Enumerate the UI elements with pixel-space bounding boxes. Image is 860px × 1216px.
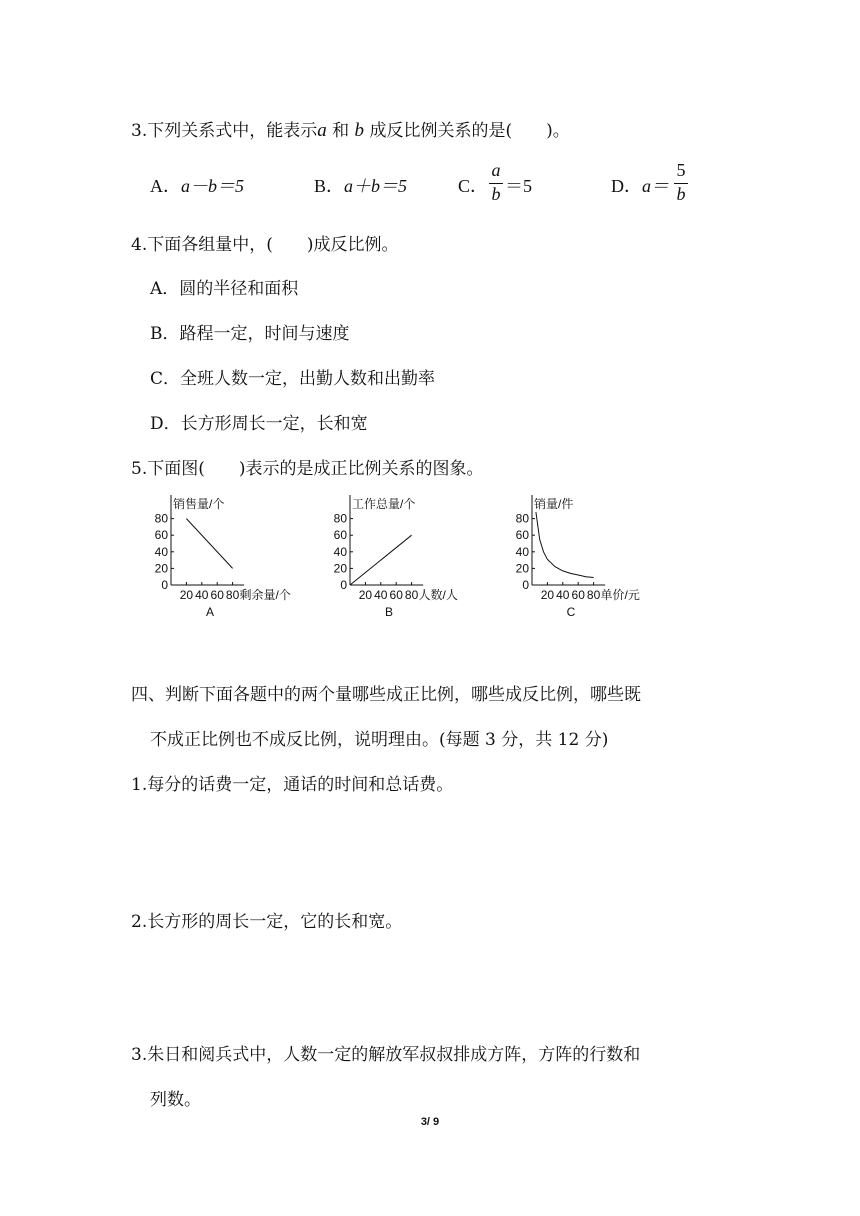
- q5-stem: 5.下面图( )表示的是成正比例关系的图象。: [131, 459, 484, 479]
- q3-option-d-lhs: a＝: [642, 176, 669, 196]
- q3-option-d-numerator: 5: [676, 160, 686, 180]
- q5-graphs: [0, 490, 860, 630]
- graph-b-x-tick-label: 80: [404, 588, 419, 602]
- graph-a-x-tick-label: 40: [195, 588, 209, 602]
- section4-heading-line1: 四、判断下面各题中的两个量哪些成正比例，哪些成反比例，哪些既: [131, 685, 641, 705]
- graph-c-x-tick-label: 60: [571, 588, 585, 602]
- graph-c-caption: C: [566, 605, 576, 619]
- graph-c-y-tick-label: 0: [522, 578, 529, 592]
- graph-c-y-tick-label: 80: [515, 511, 529, 526]
- graph-a-series-line: [186, 519, 232, 569]
- q4-option-a: A．圆的半径和面积: [150, 279, 299, 299]
- graph-a-x-tick-label: 60: [210, 588, 224, 602]
- graph-b-x-tick-label: 20: [358, 588, 373, 602]
- q3-option-c-denominator: b: [491, 184, 501, 204]
- graph-a-y-tick-label: 20: [154, 561, 168, 576]
- q4-option-b: B．路程一定，时间与速度: [150, 324, 350, 344]
- section4-q2: 2.长方形的周长一定，它的长和宽。: [131, 912, 403, 932]
- section4-heading-line2: 不成正比例也不成反比例，说明理由。(每题 3 分，共 12 分): [150, 730, 609, 750]
- q3-var-a: a: [317, 120, 327, 141]
- graph-b-series-line: [350, 535, 412, 585]
- q4-option-c: C．全班人数一定，出勤人数和出勤率: [150, 369, 436, 389]
- graph-c-x-tick-label: 20: [540, 588, 555, 602]
- graph-b-y-axis-label: 工作总量/个: [352, 497, 416, 511]
- section4-q3-line1: 3.朱日和阅兵式中，人数一定的解放军叔叔排成方阵，方阵的行数和: [131, 1045, 641, 1065]
- graph-a-x-tick-label: 20: [179, 588, 194, 602]
- graph-b-x-tick-label: 60: [389, 588, 403, 602]
- graph-a-y-tick-label: 60: [154, 528, 168, 543]
- q3-var-b: b: [354, 120, 365, 141]
- q3-option-d: [611, 172, 669, 198]
- q3-option-b: [314, 172, 407, 198]
- graph-b-y-tick-label: 60: [333, 528, 347, 543]
- q3-option-a-expr: a－b＝5: [181, 176, 244, 196]
- graph-a-y-axis-label: 销售量/个: [173, 497, 225, 511]
- q3-stem-text: 3.下列关系式中，能表示: [131, 121, 318, 141]
- q3-and: 和: [326, 121, 355, 141]
- q3-option-a-label: A．: [150, 176, 181, 196]
- graph-a-y-tick-label: 80: [154, 511, 168, 526]
- q3-stem-tail: 成反比例关系的是( )。: [364, 121, 570, 141]
- section4-q3-line2: 列数。: [150, 1090, 201, 1110]
- q4-option-d: D．长方形周长一定，长和宽: [150, 414, 368, 434]
- q3-option-c-label-text: C．: [458, 176, 489, 196]
- graph-a-y-tick-label: 40: [154, 544, 168, 559]
- q3-option-b-expr: a＋b＝5: [344, 176, 408, 196]
- q4-stem: 4.下面各组量中，( )成反比例。: [131, 235, 399, 255]
- graph-a-y-tick-label: 0: [161, 578, 168, 592]
- graph-b-x-axis-label: 人数/人: [418, 588, 458, 602]
- graph-b-y-tick-label: 80: [333, 511, 347, 526]
- graph-a-x-tick-label: 80: [225, 588, 240, 602]
- graph-c-x-tick-label: 40: [556, 588, 570, 602]
- section4-q1: 1.每分的话费一定，通话的时间和总话费。: [131, 775, 454, 795]
- graph-a-caption: A: [205, 605, 215, 619]
- q3-option-d-denominator: b: [676, 184, 686, 204]
- q3-option-b-label: B．: [314, 176, 345, 196]
- graph-c-y-axis-label: 销量/件: [534, 497, 574, 511]
- graph-b-x-tick-label: 40: [374, 588, 388, 602]
- q3-option-d-label: D．: [611, 176, 642, 196]
- graph-c-y-tick-label: 20: [515, 561, 529, 576]
- q3-option-c-label: [458, 172, 488, 198]
- graph-c-x-axis-label: 单价/元: [600, 588, 640, 602]
- q3-stem: [131, 116, 570, 142]
- graph-c-x-tick-label: 80: [586, 588, 601, 602]
- graph-b-y-tick-label: 0: [340, 578, 347, 592]
- graph-b-caption: B: [384, 605, 394, 619]
- graph-b-y-tick-label: 20: [333, 561, 347, 576]
- graph-c-y-tick-label: 40: [515, 544, 529, 559]
- graph-c-series-line: [536, 512, 594, 578]
- graph-c-y-tick-label: 60: [515, 528, 529, 543]
- page-number: 3/ 9: [420, 1116, 440, 1128]
- graph-a-x-axis-label: 剩余量/个: [239, 588, 291, 602]
- graph-b-y-tick-label: 40: [333, 544, 347, 559]
- q3-option-c-numerator: a: [491, 160, 501, 180]
- q3-option-c-rest: ＝5: [505, 176, 532, 196]
- q3-option-a: [150, 172, 244, 198]
